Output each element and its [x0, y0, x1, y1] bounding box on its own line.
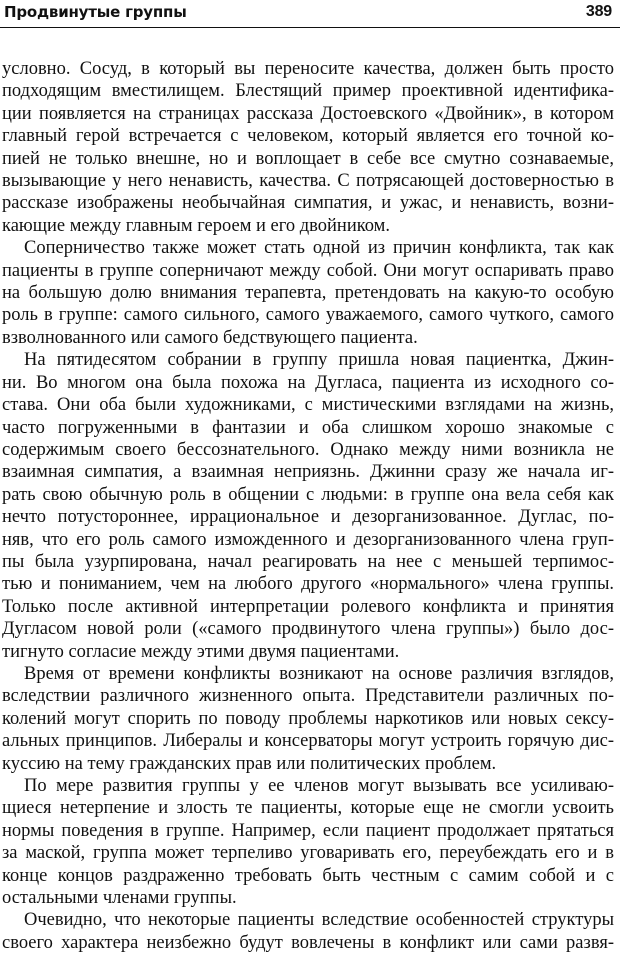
text-line: рать свою обычную роль в общении с людьми: в группе она вела себя как	[2, 484, 614, 505]
text-line: Очевидно, что некоторые пациенты вследствие особенностей структуры	[24, 910, 614, 931]
text-line: на большую долю внимания терапевта, претендовать на какую-то особую	[2, 283, 614, 304]
text-line: конце концов раздраженно требовать быть честным с самим собой и с	[2, 865, 614, 886]
text-line: вследствии различного жизненного опыта. Представители различных по-	[2, 686, 614, 707]
text-line: На пятидесятом собрании в группу пришла новая пациентка, Джин-	[24, 350, 614, 371]
text-line: нечто потустороннее, иррациональное и дезорганизованное. Дуглас, по-	[2, 507, 614, 528]
text-line: содержимым своего бессознательного. Однако между ними возникла не	[2, 439, 614, 460]
text-line: подходящим вместилищем. Блестящий пример проективной идентифика-	[2, 81, 614, 102]
text-line: роль в группе: самого сильного, самого уважаемого, самого чуткого, самого	[2, 305, 614, 326]
text-line: колений могут спорить по поводу проблемы наркотиков или новых сексу-	[2, 708, 614, 729]
text-line: По мере развития группы у ее членов могут вызывать все усиливаю-	[24, 776, 614, 796]
text-line: взаимная симпатия, а взаимная неприязнь. Джинни сразу же начала иг-	[2, 462, 614, 483]
text-line: за маской, группа может терпеливо уговаривать его, переубеждать его и в	[2, 843, 614, 864]
text-line: пы была узурпирована, начал реагировать на нее с меньшей терпимос-	[2, 551, 614, 572]
text-line: нормы поведения в группе. Например, если пациент продолжает прятаться	[2, 820, 614, 841]
text-line: вызывающие у него ненависть, качества. С потрясающей достоверностью в	[2, 171, 614, 192]
text-line: ции появляется на страницах рассказа Достоевского «Двойник», в котором	[2, 103, 614, 124]
text-line: альных принципов. Либералы и консерваторы могут устроить горячую дис-	[2, 731, 614, 752]
text-line: взволнованного или самого бедствующего пациента.	[2, 327, 418, 348]
text-line: часто погруженными в фантазии и оба слишком хорошо знакомые с	[2, 417, 614, 438]
text-line: тигнуто согласие между этими двумя пациентами.	[2, 641, 400, 662]
text-line: няв, что его роль самого изможденного и дезорганизованного члена груп-	[2, 529, 614, 550]
text-line: Дугласом новой роли («самого продвинутого члена группы») было дос-	[2, 619, 614, 640]
text-line: става. Они оба были художниками, с мистическими взглядами на жизнь,	[2, 395, 614, 416]
text-line: условно. Сосуд, в который вы переносите качества, должен быть просто	[2, 59, 614, 79]
text-line: главный герой встречается с человеком, который является его точной ко-	[2, 126, 614, 147]
running-head-title: Продвинутые группы	[4, 3, 187, 21]
body-text	[2, 58, 614, 954]
header-rule	[0, 27, 620, 28]
text-line: пией не только внешне, но и воплощает в себе все смутно сознаваемые,	[2, 148, 614, 169]
text-line: кающие между главным героем и его двойником.	[2, 215, 391, 236]
text-line: тью и пониманием, чем на любого другого «нормального» члена группы.	[2, 574, 614, 595]
text-line: щиеся нетерпение и злость те пациенты, которые еще не смогли усвоить	[2, 798, 614, 819]
text-line: Соперничество также может стать одной из причин конфликта, так как	[24, 238, 614, 259]
text-line: пациенты в группе соперничают между собой. Они могут оспаривать право	[2, 260, 614, 281]
text-line: куссию на тему гражданских прав или политических проблем.	[2, 753, 497, 774]
text-line: Только после активной интерпретации ролевого конфликта и принятия	[2, 596, 614, 617]
text-line: рассказе изображены необычайная симпатия, и ужас, и ненависть, возни-	[2, 193, 614, 214]
text-line: Время от времени конфликты возникают на основе различия взглядов,	[24, 663, 614, 684]
running-head	[4, 2, 612, 26]
page-number: 389	[585, 3, 612, 20]
text-line: своего характера неизбежно будут вовлечены в конфликт или сами развя-	[2, 932, 614, 953]
text-line: ни. Во многом она была похожа на Дугласа, пациента из исходного со-	[2, 372, 614, 393]
text-line: остальными членами группы.	[2, 888, 237, 909]
